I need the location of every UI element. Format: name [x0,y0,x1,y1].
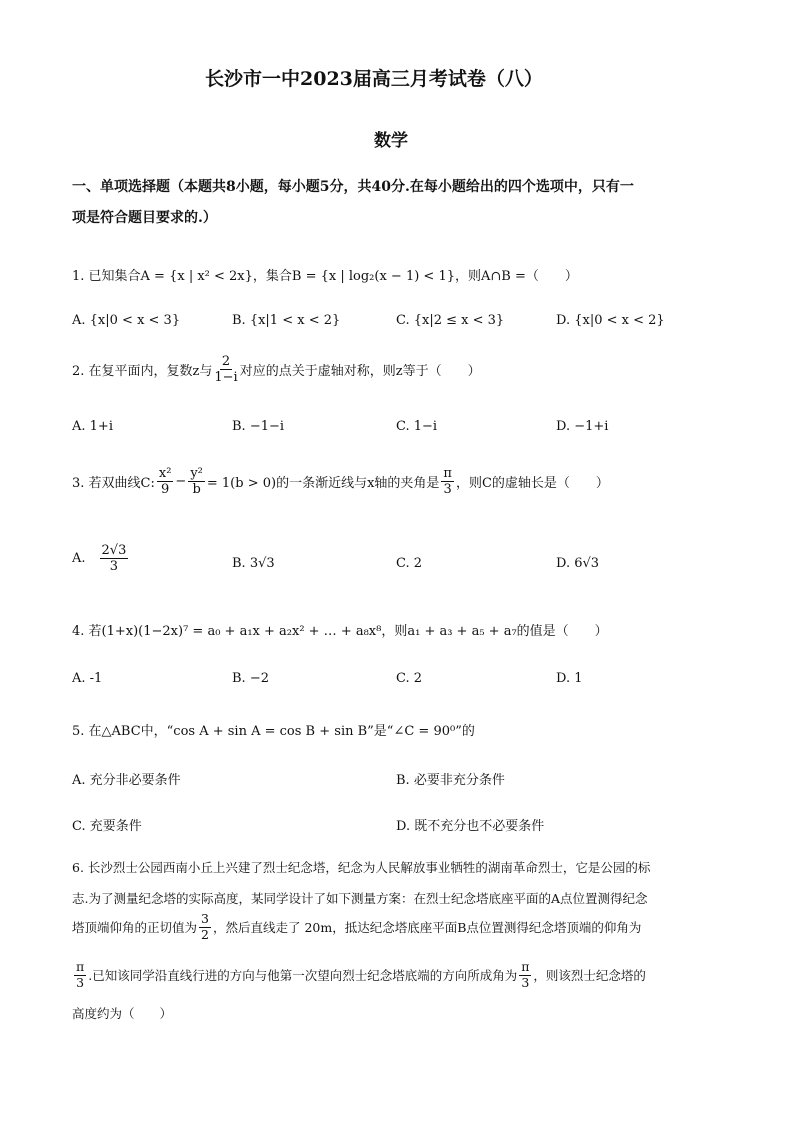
question-4-option-d: D. 1 [556,671,583,686]
question-6-fraction-angle2-num: π [521,959,530,974]
question-2-stem [72,355,481,384]
question-3-option-a-num: 2√3 [101,543,127,558]
question-6-fraction-angle2 [519,961,531,989]
question-1-option-a: A. {x|0 < x < 3} [72,313,181,328]
question-3-stem-pre: 3. 若双曲线C: [72,476,155,491]
question-6-line4-mid: .已知该同学沿直线行进的方向与他第一次望向烈士纪念塔底端的方向所成角为 [88,968,518,983]
question-3-option-a-label: A. [72,551,86,566]
question-4-option-c: C. 2 [396,671,423,686]
question-2-fraction-den: 1−i [214,370,238,385]
section-heading-line2: 项是符合题目要求的.） [72,210,217,226]
question-5-option-b: B. 必要非充分条件 [396,773,505,788]
question-2-fraction-num: 2 [221,354,231,369]
question-3-fraction-y-den: b [192,482,201,497]
question-5-option-d: D. 既不充分也不必要条件 [396,819,545,834]
question-3-stem [72,467,609,496]
question-6-line4 [72,961,646,989]
question-6-line5: 高度约为（ ） [72,1006,173,1021]
question-3-fraction-y-num: y² [190,466,203,481]
subject-title: 数学 [374,131,408,151]
question-3-option-a-den: 3 [109,559,119,574]
question-3-fraction-y [188,467,205,496]
question-6-line3-post: ，然后直线走了 20m，抵达纪念塔底座平面B点位置测得纪念塔顶端的仰角为 [212,920,642,935]
question-6-fraction-tan-den: 2 [201,926,209,942]
question-3-fraction-x [157,467,174,496]
question-5-option-a: A. 充分非必要条件 [72,773,181,788]
question-1-option-c: C. {x|2 ≤ x < 3} [396,313,505,328]
question-2-stem-pre: 2. 在复平面内，复数z与 [72,364,213,379]
question-6-fraction-angle1-num: π [76,959,85,974]
question-2-option-d: D. −1+i [556,419,609,434]
question-2-option-b: B. −1−i [232,419,285,434]
question-3-option-a-fraction [100,544,129,573]
question-3-stem-post: ，则C的虚轴长是（ ） [455,476,609,491]
question-1-option-d: D. {x|0 < x < 2} [556,313,665,328]
question-6-line2: 志.为了测量纪念塔的实际高度，某同学设计了如下测量方案：在烈士纪念塔底座平面的A点位置测得纪念 [72,891,648,906]
question-1-option-b: B. {x|1 < x < 2} [232,313,341,328]
question-3-fraction-angle [441,467,454,496]
question-2-option-c: C. 1−i [396,419,438,434]
question-5-stem: 5. 在△ABC中，“cos A + sin A = cos B + sin B”是“∠C = 90⁰”的 [72,724,475,739]
question-4-option-b: B. −2 [232,671,269,686]
question-3-stem-mid: = 1(b > 0)的一条渐近线与x轴的夹角是 [206,476,440,491]
question-3-minus: − [175,474,187,489]
section-heading-line1: 一、单项选择题（本题共8小题，每小题5分，共40分.在每小题给出的四个选项中，只有一 [72,179,634,195]
question-1-stem: 1. 已知集合A = {x | x² < 2x}，集合B = {x | log₂(x − 1) < 1}，则A∩B =（ ） [72,269,578,284]
question-3-fraction-angle-num: π [443,466,452,481]
question-6-fraction-angle1-den: 3 [76,974,85,990]
question-3-fraction-x-den: 9 [161,482,170,497]
question-6-line4-post: ，则该烈士纪念塔的 [533,968,646,983]
question-3-fraction-x-num: x² [158,466,172,481]
question-6-fraction-tan [199,913,211,941]
question-6-line3-pre: 塔顶端仰角的正切值为 [72,920,198,935]
question-3-fraction-angle-den: 3 [443,482,452,497]
question-2-fraction [214,355,237,384]
question-4-option-a: A. -1 [72,671,103,686]
question-2-stem-post: 对应的点关于虚轴对称，则z等于（ ） [239,364,481,379]
question-6-line1: 6. 长沙烈士公园西南小丘上兴建了烈士纪念塔，纪念为人民解放事业牺牲的湖南革命烈士，它是公园的标 [72,860,651,875]
question-3-option-b: B. 3√3 [232,556,275,571]
question-2-option-a: A. 1+i [72,419,113,434]
question-5-option-c: C. 充要条件 [72,819,142,834]
question-6-line3 [72,913,641,941]
question-6-fraction-angle2-den: 3 [521,974,530,990]
question-4-stem: 4. 若(1+x)(1−2x)⁷ = a₀ + a₁x + a₂x² + … + a₈x⁸，则a₁ + a₃ + a₅ + a₇的值是（ ） [72,624,608,639]
question-6-fraction-angle1 [74,961,86,989]
question-6-fraction-tan-num: 3 [201,911,209,926]
question-3-option-a [72,544,130,573]
question-3-option-d: D. 6√3 [556,556,600,571]
exam-title: 长沙市一中2023届高三月考试卷（八） [205,68,543,90]
question-3-option-c: C. 2 [396,556,423,571]
